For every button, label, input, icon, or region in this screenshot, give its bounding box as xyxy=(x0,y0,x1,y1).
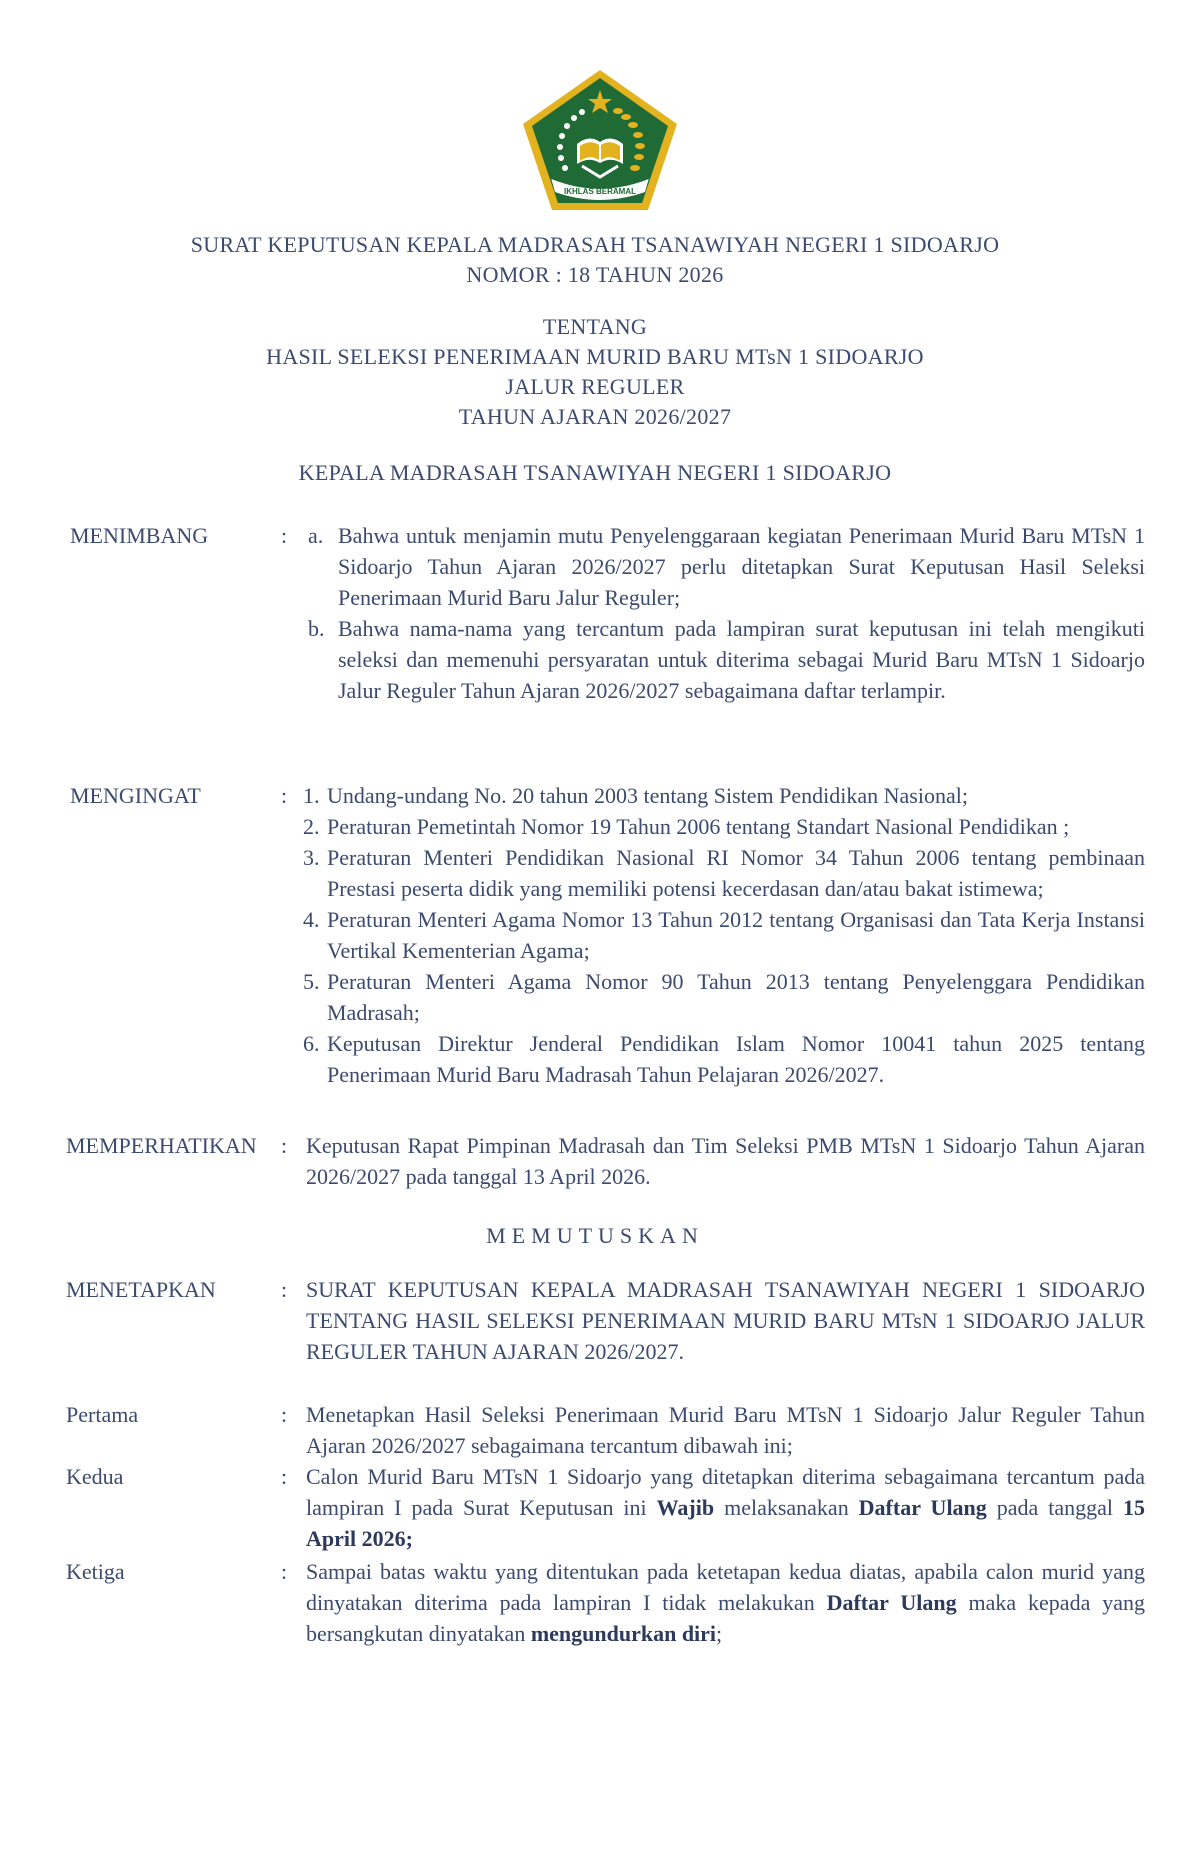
item-text: Bahwa nama-nama yang tercantum pada lampiran surat keputusan ini telah mengikuti seleksi dan memenuhi persyaratan untuk diterima sebagai Murid Baru MTsN 1 Sidoarjo Jalur Reguler Tahun Ajaran 2026/2027 sebagaimana daftar terlampir. xyxy=(338,616,1145,703)
mengingat-item xyxy=(303,1028,1145,1090)
ketiga-text xyxy=(306,1556,1145,1649)
item-text: Bahwa untuk menjamin mutu Penyelenggaraan kegiatan Penerimaan Murid Baru MTsN 1 Sidoarjo Tahun Ajaran 2026/2027 perlu ditetapkan Surat Keputusan Hasil Seleksi Penerimaan Murid Baru Jalur Reguler; xyxy=(338,523,1145,610)
menetapkan-label: MENETAPKAN xyxy=(66,1277,216,1302)
ketiga-text-part: maka kepada yang bersangkutan dinyatakan xyxy=(306,1590,1145,1646)
pertama-colon: : xyxy=(281,1402,288,1427)
menimbang-list xyxy=(308,520,1145,706)
item-text: Peraturan Menteri Pendidikan Nasional RI Nomor 34 Tahun 2006 tentang pembinaan Prestasi peserta didik yang memiliki potensi kecerdasan dan/atau bakat istimewa; xyxy=(327,845,1145,901)
ketiga-text-part: Sampai batas waktu yang ditentukan pada ketetapan kedua diatas, apabila calon murid yang dinyatakan diterima pada lampiran I tidak melakukan xyxy=(306,1559,1145,1615)
daftar-ulang-emphasis: Daftar Ulang xyxy=(858,1495,987,1520)
item-number: 3. xyxy=(303,845,320,870)
mengingat-item xyxy=(303,780,1145,811)
mengingat-item xyxy=(303,966,1145,1028)
mengundurkan-diri-emphasis: mengundurkan diri xyxy=(530,1621,717,1646)
menimbang-label: MENIMBANG xyxy=(70,523,209,548)
item-number: 2. xyxy=(303,814,320,839)
wajib-emphasis: Wajib xyxy=(656,1495,715,1520)
mengingat-item xyxy=(303,842,1145,904)
about-heading: TENTANG xyxy=(542,314,648,339)
mengingat-label: MENGINGAT xyxy=(70,783,201,808)
menetapkan-text: SURAT KEPUTUSAN KEPALA MADRASAH TSANAWIYAH NEGERI 1 SIDOARJO TENTANG HASIL SELEKSI PENERIMAAN MURID BARU MTsN 1 SIDOARJO JALUR REGULER TAHUN AJARAN 2026/2027. xyxy=(306,1277,1145,1364)
kemenag-emblem xyxy=(519,66,681,214)
document-title: SURAT KEPUTUSAN KEPALA MADRASAH TSANAWIYAH NEGERI 1 SIDOARJO xyxy=(190,232,1000,257)
kedua-label: Kedua xyxy=(66,1464,124,1489)
ketiga-label: Ketiga xyxy=(66,1559,125,1584)
memperhatikan-label: MEMPERHATIKAN xyxy=(66,1133,257,1158)
document-number: NOMOR : 18 TAHUN 2026 xyxy=(466,262,724,287)
item-text: Keputusan Direktur Jenderal Pendidikan Islam Nomor 10041 tahun 2025 tentang Penerimaan Murid Baru Madrasah Tahun Pelajaran 2026/2027. xyxy=(327,1031,1145,1087)
mengingat-item xyxy=(303,904,1145,966)
item-number: 4. xyxy=(303,907,320,932)
item-number: a. xyxy=(308,523,324,548)
ketiga-text-part: ; xyxy=(716,1621,723,1646)
menimbang-item xyxy=(308,613,1145,706)
subject-line-1: HASIL SELEKSI PENERIMAAN MURID BARU MTsN 1 SIDOARJO xyxy=(266,344,924,369)
menimbang-item xyxy=(308,520,1145,613)
kedua-text-part: melaksanakan xyxy=(714,1495,859,1520)
pertama-text: Menetapkan Hasil Seleksi Penerimaan Murid Baru MTsN 1 Sidoarjo Jalur Reguler Tahun Ajaran 2026/2027 sebagaimana tercantum dibawah ini; xyxy=(306,1402,1145,1458)
mengingat-list xyxy=(303,780,1145,1090)
issuer-heading: KEPALA MADRASAH TSANAWIYAH NEGERI 1 SIDOARJO xyxy=(298,460,892,485)
daftar-ulang-emphasis: Daftar Ulang xyxy=(826,1590,957,1615)
pertama-label: Pertama xyxy=(66,1402,139,1427)
subject-line-2: JALUR REGULER xyxy=(505,374,685,399)
kedua-text-part: pada tanggal xyxy=(986,1495,1123,1520)
emblem-motto: IKHLAS BERAMAL xyxy=(564,187,636,196)
kedua-text xyxy=(306,1461,1145,1554)
item-text: Peraturan Menteri Agama Nomor 90 Tahun 2013 tentang Penyelenggara Pendidikan Madrasah; xyxy=(327,969,1145,1025)
menetapkan-colon: : xyxy=(281,1277,288,1302)
item-text: Undang-undang No. 20 tahun 2003 tentang Sistem Pendidikan Nasional; xyxy=(327,783,968,808)
item-number: 6. xyxy=(303,1031,320,1056)
date-emphasis: 15 April 2026; xyxy=(306,1495,1145,1551)
kedua-text-part: Calon Murid Baru MTsN 1 Sidoarjo yang ditetapkan diterima sebagaimana tercantum pada lampiran I pada Surat Keputusan ini xyxy=(306,1464,1145,1520)
item-number: 5. xyxy=(303,969,320,994)
mengingat-colon: : xyxy=(281,783,288,808)
menimbang-colon: : xyxy=(281,523,288,548)
subject-line-3: TAHUN AJARAN 2026/2027 xyxy=(458,404,732,429)
memperhatikan-text: Keputusan Rapat Pimpinan Madrasah dan Tim Seleksi PMB MTsN 1 Sidoarjo Tahun Ajaran 2026/2027 pada tanggal 13 April 2026. xyxy=(306,1133,1145,1189)
memutuskan-heading: MEMUTUSKAN xyxy=(486,1223,704,1248)
mengingat-item xyxy=(303,811,1145,842)
memperhatikan-colon: : xyxy=(281,1133,288,1158)
item-text: Peraturan Pemetintah Nomor 19 Tahun 2006 tentang Standart Nasional Pendidikan ; xyxy=(327,814,1070,839)
item-number: 1. xyxy=(303,783,320,808)
kedua-colon: : xyxy=(281,1464,288,1489)
item-text: Peraturan Menteri Agama Nomor 13 Tahun 2012 tentang Organisasi dan Tata Kerja Instansi Vertikal Kementerian Agama; xyxy=(327,907,1145,963)
item-number: b. xyxy=(308,616,325,641)
ketiga-colon: : xyxy=(281,1559,288,1584)
